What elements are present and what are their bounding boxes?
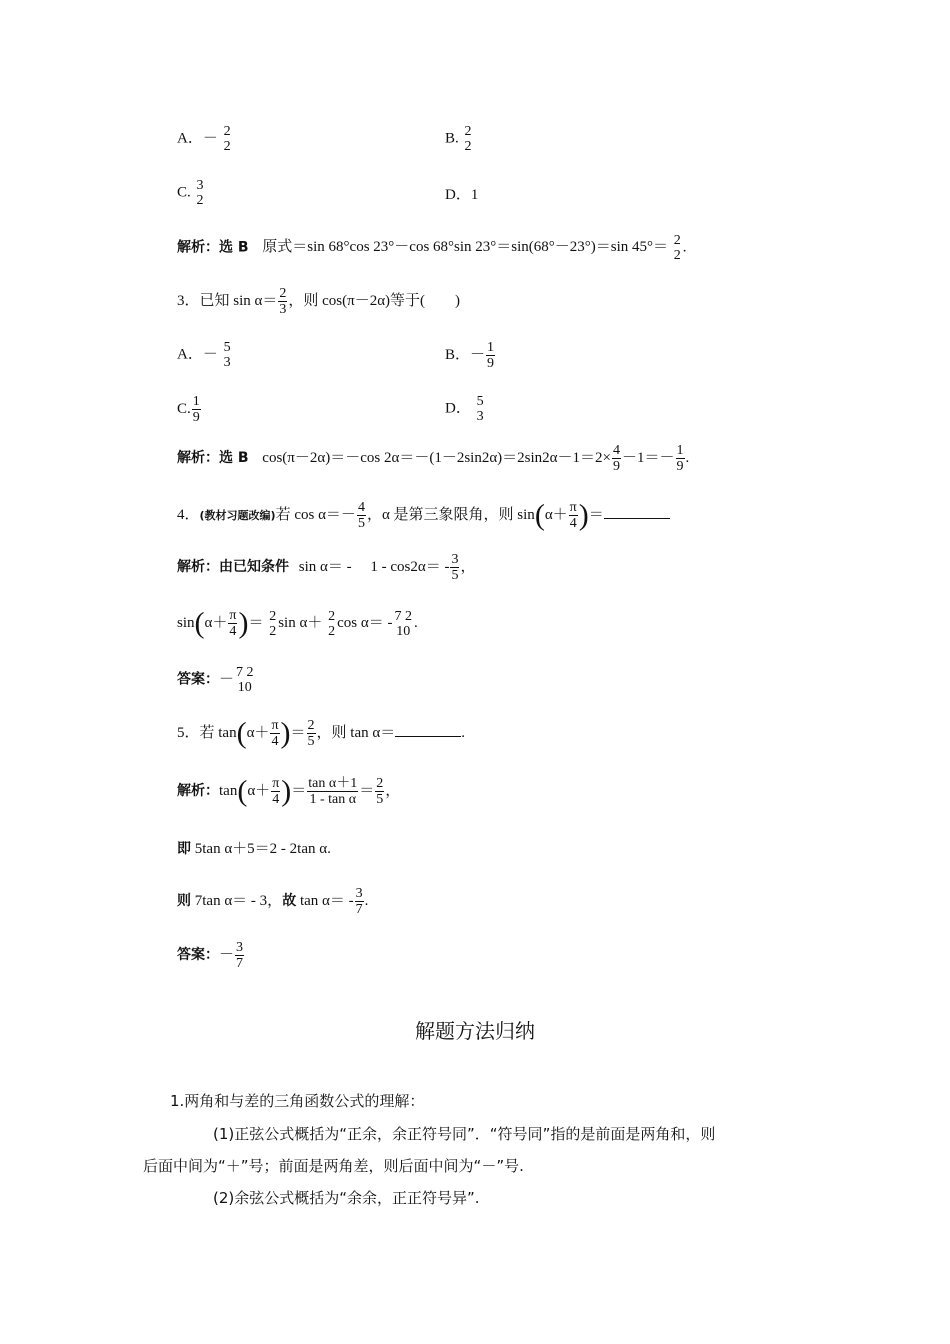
section-title: 解题方法归纳 [415,1019,535,1043]
fraction: $\frac{3}{7}$ [236,940,244,971]
q3-option-d: D． 5 3 [445,394,484,424]
fraction: $\frac{2}{3}$ [279,286,287,317]
answer-blank[interactable] [395,736,461,737]
fraction: $\frac{\text{tan α＋1}}{\text{1 - tan α}}$ [308,776,358,807]
fraction: $\frac{\pi}{4}$ [271,718,279,749]
method-paragraph-1-cont: 后面中间为“＋”号；前面是两角差，则后面中间为“－”号. [143,1157,524,1175]
q4-stem: 4．(教材习题改编)若 cos α＝－ $\frac{4}{5}$ ，α 是第三象限角，则 sin(α＋ $\frac{\pi}{4}$ )＝ [177,500,670,531]
fraction: 2 2 [673,233,681,263]
fraction: 5 3 [223,340,231,370]
fraction: 3 2 [196,178,204,208]
fraction: 2 2 [223,124,231,154]
fraction: 2 2 [269,608,277,639]
fraction: $\frac{2}{5}$ [376,776,384,807]
q2-option-c: C. 3 2 [177,178,204,208]
q3-option-b: B．－ $\frac{1}{9}$ [445,340,495,371]
q5-step-2: 则 7tan α＝ - 3，故 tan α＝ - $\frac{3}{7}$ . [177,886,369,917]
q5-step-1: 即 5tan α＋5＝2 - 2tan α. [177,841,331,857]
fraction: $\frac{\pi}{4}$ [229,608,237,639]
fraction: $\frac{1}{9}$ [676,443,684,474]
q5-solution: 解析：tan(α＋ $\frac{\pi}{4}$ )＝ $\frac{\text{tan α＋1}}{\text{1 - tan α}}$ ＝ $\frac{2}{5}$ ， [177,774,401,808]
fraction: $\frac{4}{9}$ [613,443,620,474]
fraction: $\frac{\pi}{4}$ [272,776,280,807]
fraction: $\frac{2}{5}$ [307,718,315,749]
fraction: 2 2 [464,124,472,154]
method-paragraph-1: (1)正弦公式概括为“正余，余正符号同”．“符号同”指的是前面是两角和，则 [213,1125,716,1143]
fraction: $\frac{3}{7}$ [355,886,363,917]
q2-option-d: D．1 [445,187,479,203]
q3-stem: 3．已知 sin α＝ $\frac{2}{3}$ ，则 cos(π－2α)等于( ) [177,286,461,317]
method-heading: 1.两角和与差的三角函数公式的理解： [170,1092,425,1110]
fraction: 7 2 10 [236,665,254,695]
fraction: $\frac{4}{5}$ [357,500,365,531]
q4-solution: 解析：由已知条件 sin α＝ - 1 - cos2α＝ - $\frac{3}{5}$ ， [177,552,476,583]
fraction: $\frac{\pi}{4}$ [569,500,577,531]
q3-solution: 解析：选 B cos(π－2α)＝－cos 2α＝－(1－2sin2α)＝2sin2α－1＝2× $\frac{4}{9}$ －1＝－ $\frac{1}{9}$ . [177,443,690,474]
fraction: 2 2 [328,608,336,639]
fraction: $\frac{1}{9}$ [487,340,495,371]
q2-option-a: A．－ 2 2 [177,124,231,154]
q5-stem: 5．若 tan(α＋ $\frac{\pi}{4}$ )＝ $\frac{2}{5}$ ，则 tan α＝ . [177,716,465,750]
fraction: 7 2 10 [394,608,412,639]
q5-answer: 答案：－ $\frac{3}{7}$ [177,940,244,971]
q2-option-b: B. 2 2 [445,124,472,154]
q3-option-a: A．－ 5 3 [177,340,231,370]
q3-option-c: C. $\frac{1}{9}$ [177,394,200,425]
method-paragraph-2: (2)余弦公式概括为“余余，正正符号异”. [213,1189,480,1207]
fraction: $\frac{3}{5}$ [451,552,459,583]
q4-answer: 答案：－ 7 2 10 [177,665,254,695]
q2-solution: 解析：选 B 原式＝sin 68°cos 23°－cos 68°sin 23°＝sin(68°－23°)＝sin 45°＝ 2 2 . [177,233,687,263]
q4-solution-line2: sin(α＋ $\frac{\pi}{4}$ )＝ 2 2 sin α＋ 2 2 cos α＝ - 7 2 10 . [177,606,418,640]
fraction: $\frac{1}{9}$ [192,394,200,425]
fraction: 5 3 [476,394,484,424]
answer-blank[interactable] [604,518,670,519]
